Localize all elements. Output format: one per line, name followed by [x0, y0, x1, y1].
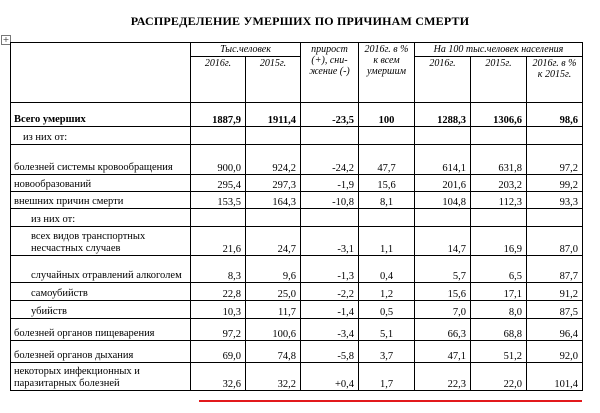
table-row — [11, 175, 583, 192]
cell: 97,2 — [191, 319, 246, 341]
header-empty-cell — [11, 43, 191, 103]
cell: 614,1 — [415, 145, 471, 175]
cell: 0,5 — [359, 301, 415, 319]
cell: 51,2 — [471, 341, 527, 363]
cell: 87,5 — [527, 301, 583, 319]
table-row — [11, 209, 583, 227]
header-share-2016: 2016г. в % к всем умершим — [359, 43, 415, 103]
cell: 16,9 — [471, 227, 527, 256]
table-move-handle-icon[interactable]: + — [2, 35, 10, 44]
row-label: внешних причин смерти — [11, 192, 191, 209]
table-row — [11, 283, 583, 301]
table-row — [11, 363, 583, 391]
cell: 6,5 — [471, 256, 527, 283]
cell: 8,1 — [359, 192, 415, 209]
cell: 32,6 — [191, 363, 246, 391]
row-label: самоубийств — [11, 283, 191, 301]
cell: 295,4 — [191, 175, 246, 192]
cell: 24,7 — [246, 227, 301, 256]
cell: 91,2 — [527, 283, 583, 301]
cell: 66,3 — [415, 319, 471, 341]
cell: 21,6 — [191, 227, 246, 256]
cell: 47,7 — [359, 145, 415, 175]
row-label: новообразований — [11, 175, 191, 192]
cell: 32,2 — [246, 363, 301, 391]
table-row — [11, 127, 583, 145]
cell: 14,7 — [415, 227, 471, 256]
cell: 297,3 — [246, 175, 301, 192]
cell: 8,3 — [191, 256, 246, 283]
spellcheck-underline — [199, 400, 582, 402]
cell: +0,4 — [301, 363, 359, 391]
cell: 15,6 — [415, 283, 471, 301]
header-growth: прирост (+), сни-жение (-) — [301, 43, 359, 103]
cell: 153,5 — [191, 192, 246, 209]
table-row — [11, 192, 583, 209]
row-label: из них от: — [11, 209, 191, 227]
cell: 87,0 — [527, 227, 583, 256]
cell: 8,0 — [471, 301, 527, 319]
header-2016: 2016г. — [191, 57, 246, 103]
cell: -1,9 — [301, 175, 359, 192]
cell: 100 — [359, 103, 415, 127]
cell: 22,0 — [471, 363, 527, 391]
cell: 99,2 — [527, 175, 583, 192]
table-row — [11, 301, 583, 319]
cell: 164,3 — [246, 192, 301, 209]
cell: 104,8 — [415, 192, 471, 209]
cell: 203,2 — [471, 175, 527, 192]
cell: 10,3 — [191, 301, 246, 319]
cell: 1,7 — [359, 363, 415, 391]
cell: 11,7 — [246, 301, 301, 319]
cell: 100,6 — [246, 319, 301, 341]
row-label: Всего умерших — [11, 103, 191, 127]
row-label: некоторых инфекционных и паразитарных болезней — [11, 363, 191, 391]
cell: 631,8 — [471, 145, 527, 175]
row-label: болезней органов пищеварения — [11, 319, 191, 341]
cell: 69,0 — [191, 341, 246, 363]
cell: 25,0 — [246, 283, 301, 301]
table-row — [11, 341, 583, 363]
cell: 1306,6 — [471, 103, 527, 127]
header-ratio: 2016г. в % к 2015г. — [527, 57, 583, 103]
cell: 1288,3 — [415, 103, 471, 127]
cell: 900,0 — [191, 145, 246, 175]
cell: 97,2 — [527, 145, 583, 175]
table-row — [11, 227, 583, 256]
header-2016b: 2016г. — [415, 57, 471, 103]
cell: 5,7 — [415, 256, 471, 283]
cell: 7,0 — [415, 301, 471, 319]
cell: 98,6 — [527, 103, 583, 127]
cell: 92,0 — [527, 341, 583, 363]
cell: 1911,4 — [246, 103, 301, 127]
row-label: убийств — [11, 301, 191, 319]
cell: 101,4 — [527, 363, 583, 391]
cell: -1,4 — [301, 301, 359, 319]
cell: 22,3 — [415, 363, 471, 391]
cell: -24,2 — [301, 145, 359, 175]
cell: 201,6 — [415, 175, 471, 192]
cell: 74,8 — [246, 341, 301, 363]
cell: 87,7 — [527, 256, 583, 283]
cell: -3,4 — [301, 319, 359, 341]
cell: 93,3 — [527, 192, 583, 209]
cell: 22,8 — [191, 283, 246, 301]
header-2015: 2015г. — [246, 57, 301, 103]
row-label: болезней системы кровообращения — [11, 145, 191, 175]
cell: 1,1 — [359, 227, 415, 256]
cell: 96,4 — [527, 319, 583, 341]
cell: 17,1 — [471, 283, 527, 301]
cell: -3,1 — [301, 227, 359, 256]
cell: -23,5 — [301, 103, 359, 127]
row-label: всех видов транспортных несчастных случаев — [11, 227, 191, 256]
cell: 47,1 — [415, 341, 471, 363]
cell: -1,3 — [301, 256, 359, 283]
row-label: болезней органов дыхания — [11, 341, 191, 363]
table-row — [11, 256, 583, 283]
cell: 9,6 — [246, 256, 301, 283]
cell: 112,3 — [471, 192, 527, 209]
header-thousand-people: Тыс.человек — [191, 43, 301, 57]
cell: 0,4 — [359, 256, 415, 283]
header-2015b: 2015г. — [471, 57, 527, 103]
row-label: из них от: — [11, 127, 191, 145]
cell: -10,8 — [301, 192, 359, 209]
row-label: случайных отравлений алкоголем — [11, 256, 191, 283]
cell: 924,2 — [246, 145, 301, 175]
header-per-100k: На 100 тыс.человек населения — [415, 43, 583, 57]
mortality-table — [10, 42, 583, 391]
cell: 1887,9 — [191, 103, 246, 127]
page-title: РАСПРЕДЕЛЕНИЕ УМЕРШИХ ПО ПРИЧИНАМ СМЕРТИ — [130, 14, 470, 28]
table-row — [11, 103, 583, 127]
cell: -5,8 — [301, 341, 359, 363]
cell: -2,2 — [301, 283, 359, 301]
table-row — [11, 145, 583, 175]
cell: 15,6 — [359, 175, 415, 192]
table-row — [11, 319, 583, 341]
cell: 1,2 — [359, 283, 415, 301]
cell: 68,8 — [471, 319, 527, 341]
cell: 3,7 — [359, 341, 415, 363]
cell: 5,1 — [359, 319, 415, 341]
